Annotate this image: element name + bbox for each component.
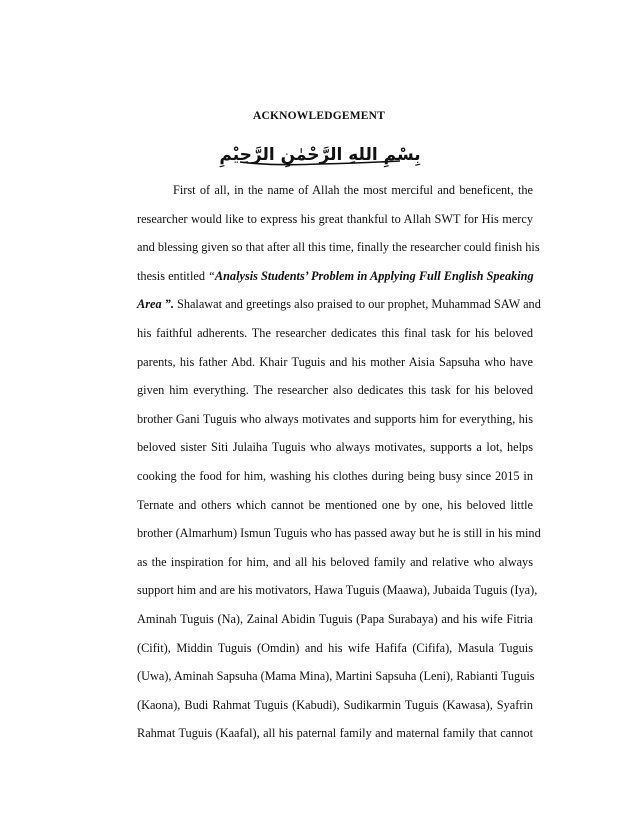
paragraph-line: First of all, in the name of Allah the most merciful and beneficent, the xyxy=(173,183,533,197)
paragraph-line: researcher would like to express his great thankful to Allah SWT for His mercy xyxy=(137,211,533,226)
paragraph-line: his faithful adherents. The researcher dedicates this final task for his beloved xyxy=(137,325,533,340)
paragraph-line: (Uwa), Aminah Sapsuha (Mama Mina), Martini Sapsuha (Leni), Rabianti Tuguis xyxy=(137,669,535,684)
acknowledgement-body xyxy=(137,176,541,748)
paragraph-line: Rahmat Tuguis (Kaafal), all his paternal family and maternal family that cannot xyxy=(137,726,533,741)
paragraph-line: Aminah Tuguis (Na), Zainal Abidin Tuguis (Papa Surabaya) and his wife Fitria xyxy=(137,611,533,626)
paragraph-line: beloved sister Siti Julaiha Tuguis who always motivates, supports a lot, helps xyxy=(137,440,533,455)
paragraph-line: brother Gani Tuguis who always motivates and supports him for everything, his xyxy=(137,411,533,426)
paragraph-line: brother (Almarhum) Ismun Tuguis who has passed away but he is still in his mind xyxy=(137,526,541,541)
paragraph-line: given him everything. The researcher also dedicates this task for his beloved xyxy=(137,383,533,398)
paragraph-line: parents, his father Abd. Khair Tuguis and his mother Aisia Sapsuha who have xyxy=(137,354,533,369)
thesis-title-end: Area ”. xyxy=(137,297,174,312)
paragraph-line xyxy=(137,262,533,291)
paragraph-line xyxy=(137,290,541,319)
paragraph-line: cooking the food for him, washing his clothes during being busy since 2015 in xyxy=(137,468,533,483)
thesis-title: Analysis Students’ Problem in Applying Full English Speaking xyxy=(214,268,534,283)
basmala-calligraphy xyxy=(219,134,421,170)
basmala-text: بِسْمِ اللهِ الرَّحْمٰنِ الرَّحِيْمِ xyxy=(219,145,421,165)
paragraph-line: and blessing given so that after all this time, finally the researcher could finish his xyxy=(137,240,540,255)
paragraph-line: Ternate and others which cannot be mentioned one by one, his beloved little xyxy=(137,497,533,512)
paragraph-line: (Kaona), Budi Rahmat Tuguis (Kabudi), Sudikarmin Tuguis (Kawasa), Syafrin xyxy=(137,697,533,712)
line-text: thesis entitled xyxy=(137,268,209,283)
paragraph-line: (Cifit), Middin Tuguis (Omdin) and his wife Hafifa (Cififa), Masula Tuguis xyxy=(137,640,533,655)
paragraph-line: as the inspiration for him, and all his beloved family and relative who always xyxy=(137,554,533,569)
line-text: Shalawat and greetings also praised to our prophet, Muhammad SAW and xyxy=(173,297,541,312)
page-title: ACKNOWLEDGEMENT xyxy=(252,110,386,122)
paragraph-line: support him and are his motivators, Hawa Tuguis (Maawa), Jubaida Tuguis (Iya), xyxy=(137,583,538,598)
open-quote: “ xyxy=(208,268,215,283)
